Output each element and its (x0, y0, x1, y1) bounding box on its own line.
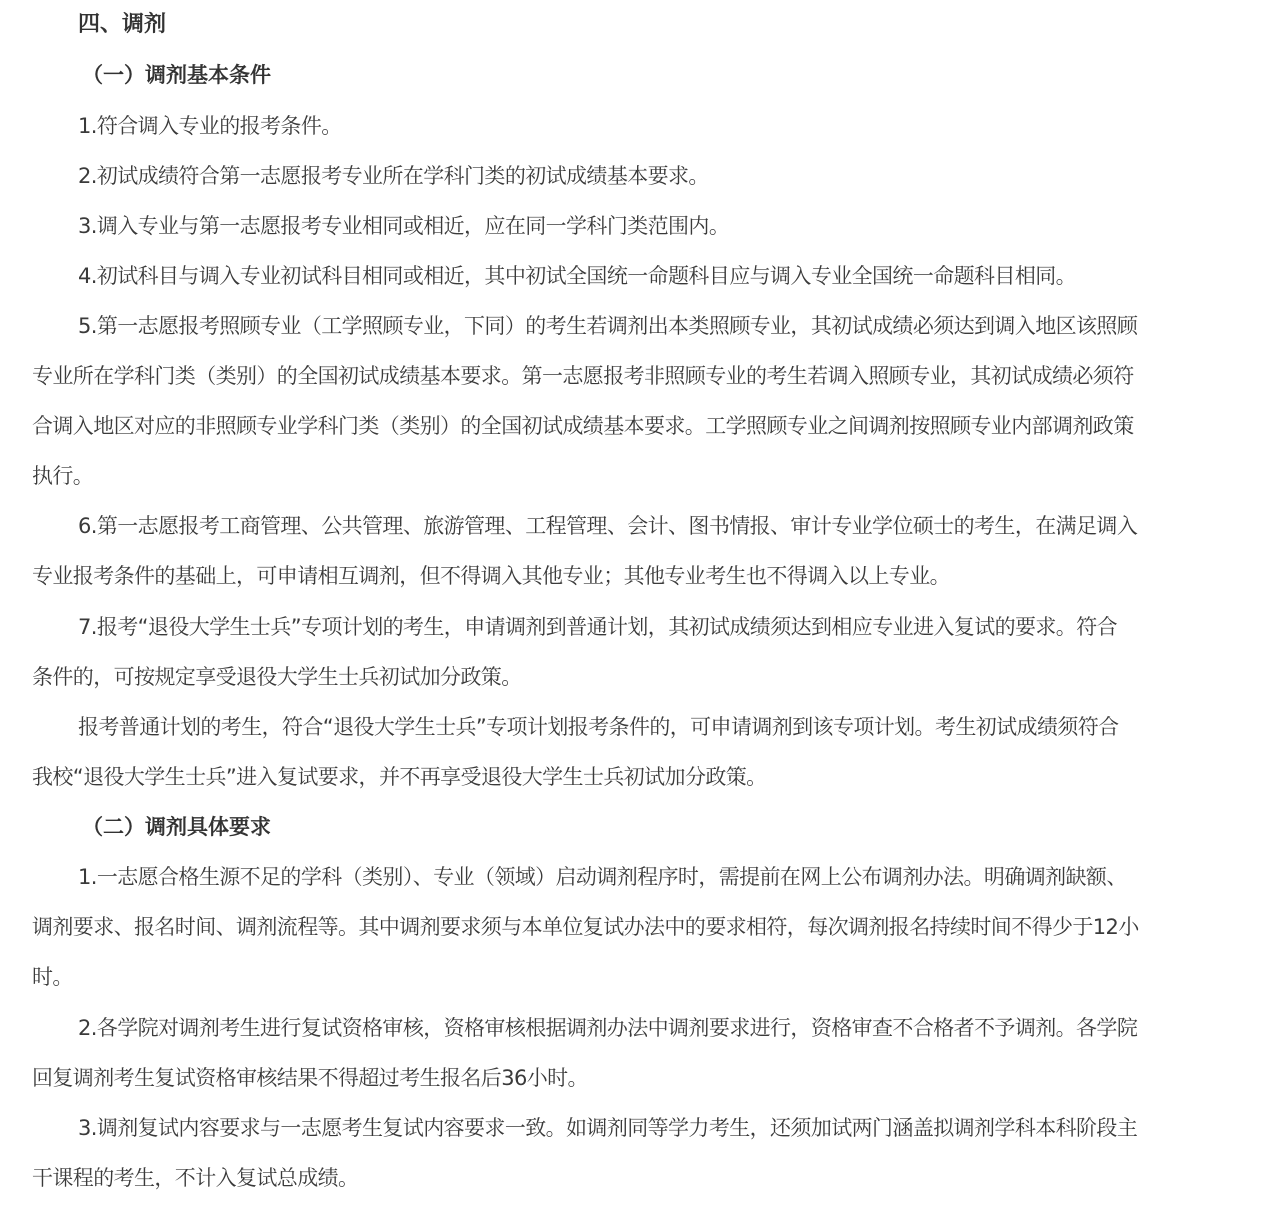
paragraph-line: 回复调剂考生复试资格审核结果不得超过考生报名后36小时。 (32, 1066, 588, 1090)
paragraph-line: 执行。 (32, 464, 94, 488)
subsection-title-basic-conditions: （一）调剂基本条件 (82, 63, 271, 87)
section-title: 四、调剂 (78, 12, 167, 37)
paragraph-line: 5.第一志愿报考照顾专业（工学照顾专业，下同）的考生若调剂出本类照顾专业，其初试成绩必须达到调入地区该照顾 (78, 314, 1138, 338)
paragraph-line: 条件的，可按规定享受退役大学生士兵初试加分政策。 (32, 665, 522, 689)
paragraph-line: 时。 (32, 965, 73, 989)
paragraph-line: 1.一志愿合格生源不足的学科（类别）、专业（领域）启动调剂程序时，需提前在网上公布调剂办法。明确调剂缺额、 (78, 865, 1127, 889)
paragraph-line: 专业报考条件的基础上，可申请相互调剂，但不得调入其他专业；其他专业考生也不得调入以上专业。 (32, 564, 950, 588)
paragraph-line: 1.符合调入专业的报考条件。 (78, 114, 342, 138)
paragraph-line: 我校“退役大学生士兵”进入复试要求，并不再享受退役大学生士兵初试加分政策。 (32, 765, 767, 789)
paragraph-line: 干课程的考生，不计入复试总成绩。 (32, 1166, 359, 1190)
paragraph-line: 专业所在学科门类（类别）的全国初试成绩基本要求。第一志愿报考非照顾专业的考生若调入照顾专业，其初试成绩必须符 (32, 364, 1134, 388)
paragraph-line: 2.初试成绩符合第一志愿报考专业所在学科门类的初试成绩基本要求。 (78, 164, 709, 188)
paragraph-line: 6.第一志愿报考工商管理、公共管理、旅游管理、工程管理、会计、图书情报、审计专业学位硕士的考生，在满足调入 (78, 514, 1138, 538)
paragraph-line: 合调入地区对应的非照顾专业学科门类（类别）的全国初试成绩基本要求。工学照顾专业之间调剂按照顾专业内部调剂政策 (32, 414, 1134, 438)
paragraph-line: 3.调剂复试内容要求与一志愿考生复试内容要求一致。如调剂同等学力考生，还须加试两门涵盖拟调剂学科本科阶段主 (78, 1116, 1138, 1140)
paragraph-line: 7.报考“退役大学生士兵”专项计划的考生，申请调剂到普通计划，其初试成绩须达到相应专业进入复试的要求。符合 (78, 615, 1117, 639)
paragraph-line: 4.初试科目与调入专业初试科目相同或相近，其中初试全国统一命题科目应与调入专业全国统一命题科目相同。 (78, 264, 1077, 288)
paragraph-line: 报考普通计划的考生，符合“退役大学生士兵”专项计划报考条件的，可申请调剂到该专项计划。考生初试成绩须符合 (78, 715, 1119, 739)
paragraph-line: 2.各学院对调剂考生进行复试资格审核，资格审核根据调剂办法中调剂要求进行，资格审查不合格者不予调剂。各学院 (78, 1016, 1138, 1040)
paragraph-line: 调剂要求、报名时间、调剂流程等。其中调剂要求须与本单位复试办法中的要求相符，每次调剂报名持续时间不得少于12小 (32, 915, 1139, 939)
subsection-title-specific-requirements: （二）调剂具体要求 (82, 815, 271, 839)
paragraph-line: 3.调入专业与第一志愿报考专业相同或相近，应在同一学科门类范围内。 (78, 214, 730, 238)
